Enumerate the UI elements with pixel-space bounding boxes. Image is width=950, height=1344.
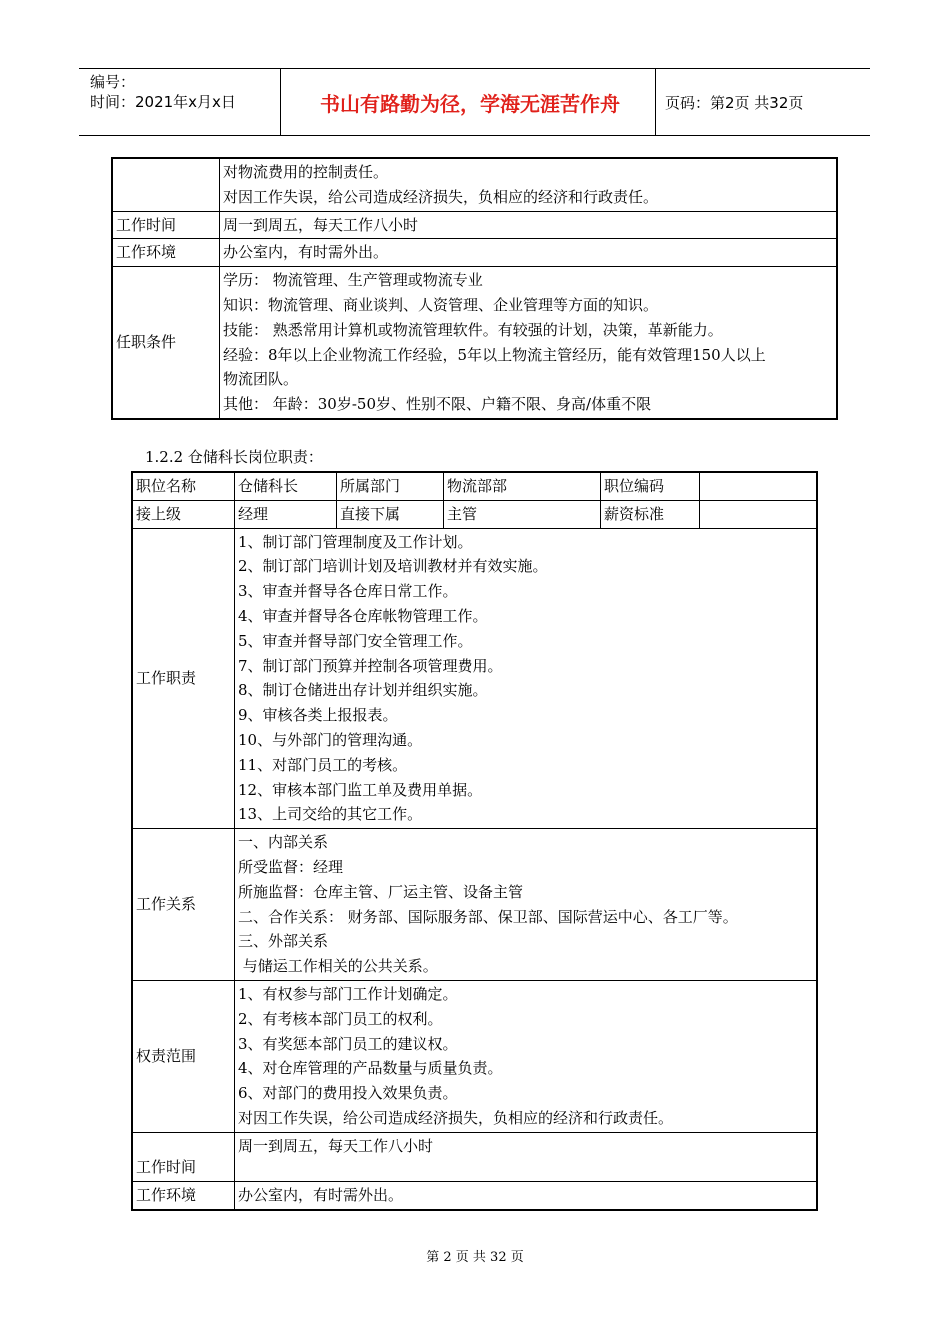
text-line: 4、对仓库管理的产品数量与质量负责。 <box>238 1059 503 1078</box>
text-line: 对物流费用的控制责任。 <box>223 163 389 181</box>
relations-content <box>235 829 818 981</box>
environment-content <box>235 1181 818 1209</box>
table-row <box>132 528 817 829</box>
page-footer: 第 2 页 共 32 页 <box>426 1250 524 1265</box>
text-line: 二、合作关系： 财务部、国际服务部、保卫部、国际营运中心、各工厂等。 <box>238 907 738 926</box>
cell-value: 经理 <box>235 500 337 528</box>
row-label: 工作环境 <box>132 1181 235 1209</box>
section-title: 1.2.2 仓储科长岗位职责： <box>145 448 323 466</box>
text-line: 3、审查并督导各仓库日常工作。 <box>238 582 458 601</box>
text-line: 9、审核各类上报报表。 <box>238 706 398 725</box>
row-label: 工作职责 <box>132 528 235 829</box>
cell-value <box>700 500 818 528</box>
row-content <box>220 211 838 239</box>
table-row <box>132 829 817 981</box>
row-label: 工作环境 <box>112 239 220 267</box>
authority-content <box>235 980 818 1132</box>
text-line: 2、制订部门培训计划及培训教材并有效实施。 <box>238 557 548 576</box>
table-row <box>132 1181 817 1209</box>
text-line: 办公室内，有时需外出。 <box>223 243 389 262</box>
cell-value: 物流部部 <box>444 472 601 500</box>
text-line: 与储运工作相关的公共关系。 <box>238 957 438 976</box>
table-row <box>112 158 837 211</box>
text-line: 5、审查并督导部门安全管理工作。 <box>238 631 473 650</box>
text-line: 10、与外部门的管理沟通。 <box>238 730 423 749</box>
text-line: 办公室内，有时需外出。 <box>238 1185 404 1204</box>
row-label: 任职条件 <box>112 267 220 419</box>
text-line: 学历： 物流管理、生产管理或物流专业 <box>223 271 483 290</box>
text-line: 2、有考核本部门员工的权利。 <box>238 1009 443 1028</box>
cell-value: 主管 <box>444 500 601 528</box>
cell-label: 直接下属 <box>337 500 444 528</box>
text-line: 物流团队。 <box>223 370 299 389</box>
table-row <box>112 211 837 239</box>
table-row <box>112 239 837 267</box>
cell-value <box>700 472 818 500</box>
table-row <box>112 267 837 419</box>
text-line: 知识：物流管理、商业谈判、人资管理、企业管理等方面的知识。 <box>223 295 659 314</box>
text-line: 12、审核本部门监工单及费用单据。 <box>238 780 483 799</box>
text-line: 三、外部关系 <box>238 932 329 951</box>
text-line: 1、有权参与部门工作计划确定。 <box>238 984 458 1003</box>
row-content <box>220 158 838 211</box>
text-line: 6、对部门的费用投入效果负责。 <box>238 1084 458 1103</box>
text-line: 周一到周五，每天工作八小时 <box>238 1136 434 1155</box>
row-content <box>220 239 838 267</box>
row-label: 工作关系 <box>132 829 235 981</box>
row-label <box>112 158 220 211</box>
row-label: 权责范围 <box>132 980 235 1132</box>
text-line: 其他： 年龄：30岁-50岁、性别不限、户籍不限、身高/体重不限 <box>223 395 652 414</box>
duties-content <box>235 528 818 829</box>
job-table-continued <box>111 157 838 420</box>
cell-value: 仓储科长 <box>235 472 337 500</box>
header-motto: 书山有路勤为径，学海无涯苦作舟 <box>320 91 620 116</box>
text-line: 13、上司交给的其它工作。 <box>238 805 423 824</box>
cell-label: 薪资标准 <box>601 500 700 528</box>
text-line: 对因工作失误，给公司造成经济损失，负相应的经济和行政责任。 <box>223 187 659 206</box>
header-divider <box>655 68 656 136</box>
text-line: 对因工作失误，给公司造成经济损失，负相应的经济和行政责任。 <box>238 1108 674 1127</box>
cell-label: 职位编码 <box>601 472 700 500</box>
header-divider <box>280 68 281 136</box>
text-line: 8、制订仓储进出存计划并组织实施。 <box>238 681 488 700</box>
table-row <box>132 472 817 500</box>
text-line: 11、对部门员工的考核。 <box>238 755 408 774</box>
text-line: 周一到周五，每天工作八小时 <box>223 215 419 234</box>
warehouse-chief-table <box>131 471 818 1211</box>
cell-label: 职位名称 <box>132 472 235 500</box>
date-label: 时间：2021年x月x日 <box>90 93 236 111</box>
text-line: 4、审查并督导各仓库帐物管理工作。 <box>238 606 488 625</box>
table-row <box>132 980 817 1132</box>
table-row <box>132 500 817 528</box>
cell-label: 所属部门 <box>337 472 444 500</box>
number-label: 编号： <box>90 73 136 91</box>
row-label: 工作时间 <box>132 1132 235 1181</box>
text-line: 所受监督：经理 <box>238 857 344 876</box>
text-line: 7、制订部门预算并控制各项管理费用。 <box>238 656 503 675</box>
text-line: 3、有奖惩本部门员工的建议权。 <box>238 1034 458 1053</box>
row-content <box>220 267 838 419</box>
text-line: 技能： 熟悉常用计算机或物流管理软件。有较强的计划，决策，革新能力。 <box>223 320 723 339</box>
cell-label: 接上级 <box>132 500 235 528</box>
row-label: 工作时间 <box>112 211 220 239</box>
text-line: 经验：8年以上企业物流工作经验，5年以上物流主管经历，能有效管理150人以上 <box>223 345 766 364</box>
text-line: 所施监督：仓库主管、厂运主管、设备主管 <box>238 882 524 901</box>
header-meta <box>90 72 236 112</box>
text-line: 一、内部关系 <box>238 833 329 852</box>
text-line: 1、制订部门管理制度及工作计划。 <box>238 532 473 551</box>
header-page-label: 页码：第2页 共32页 <box>665 93 804 112</box>
hours-content <box>235 1132 818 1181</box>
table-row <box>132 1132 817 1181</box>
